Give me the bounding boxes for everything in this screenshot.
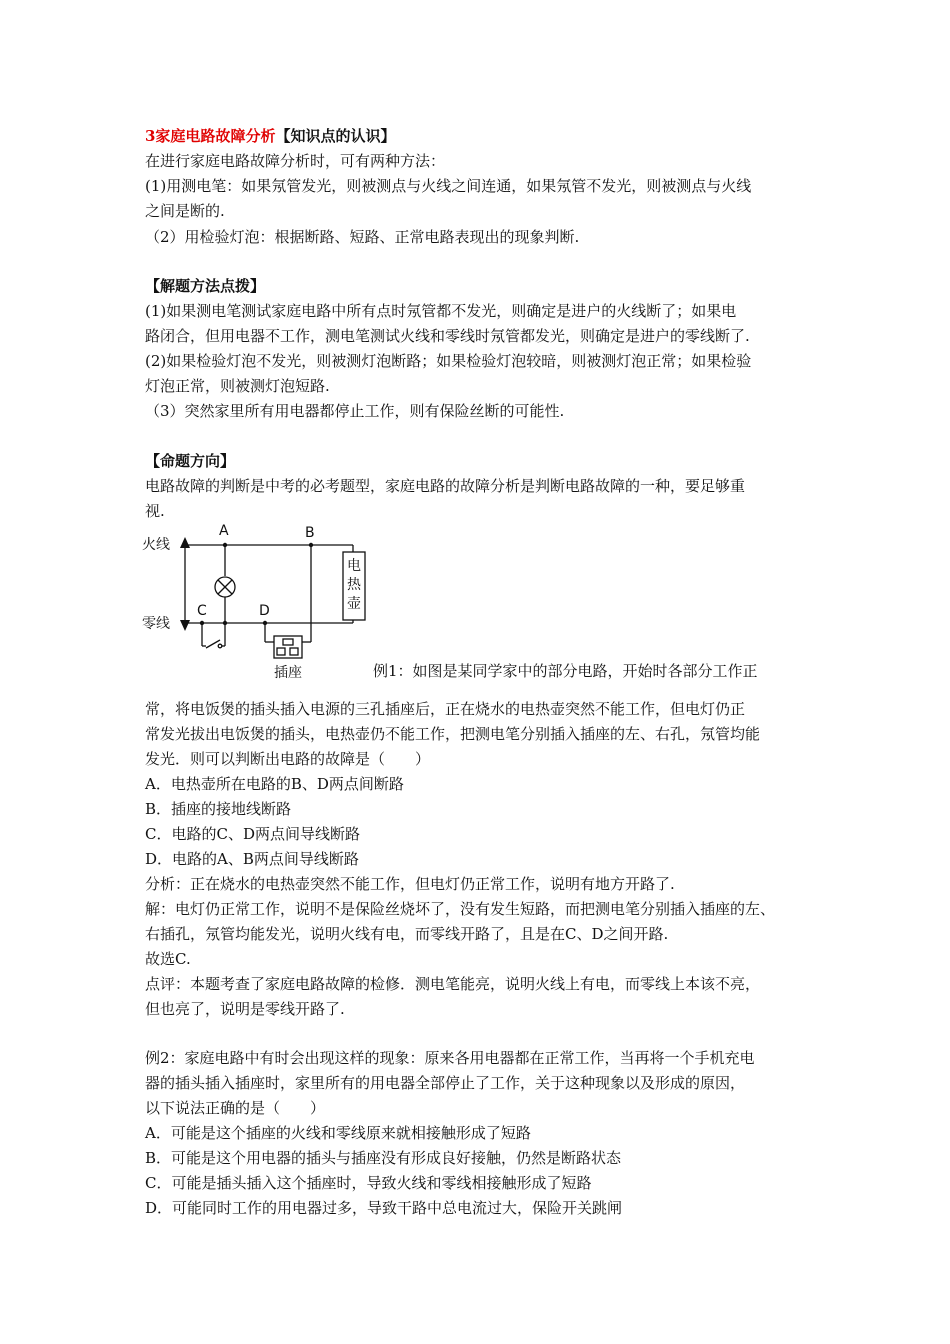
arrow-down-icon: [180, 620, 190, 631]
point-c-label: C: [197, 603, 207, 619]
section-title: 3家庭电路故障分析: [145, 127, 276, 145]
example2-option: A．可能是这个插座的火线和零线原来就相接触形成了短路: [145, 1124, 531, 1142]
socket-label: 插座: [274, 665, 302, 681]
section-subtitle: 【知识点的认识】: [275, 127, 396, 145]
example1-option: D．电路的A、B两点间导线断路: [145, 850, 359, 868]
tips-line: 路闭合，但用电器不工作，测电笔测试火线和零线时氖管都发光，则确定是进户的零线断了.: [145, 327, 750, 345]
point-d-label: D: [259, 603, 270, 619]
example1-line: 常发光拔出电饭煲的插头，电热壶仍不能工作，把测电笔分别插入插座的左、右孔，氖管均能: [145, 725, 761, 743]
example1-lead: 例1：如图是某同学家中的部分电路，开始时各部分工作正: [373, 662, 758, 680]
tips-line: 灯泡正常，则被测灯泡短路.: [145, 377, 330, 395]
example1-analysis: 分析：正在烧水的电热壶突然不能工作，但电灯仍正常工作，说明有地方开路了.: [145, 875, 675, 893]
point-a-label: A: [219, 523, 229, 539]
arrow-up-icon: [180, 537, 190, 548]
tips-heading: 【解题方法点拨】: [145, 277, 266, 295]
method-line: （2）用检验灯泡：根据断路、短路、正常电路表现出的现象判断.: [145, 228, 580, 246]
example2-option: B．可能是这个用电器的插头与插座没有形成良好接触，仍然是断路状态: [145, 1149, 622, 1167]
example1-line: 常，将电饭煲的插头插入电源的三孔插座后，正在烧水的电热壶突然不能工作，但电灯仍正: [145, 700, 746, 718]
method-line: 之间是断的.: [145, 202, 225, 220]
example2-option: C．可能是插头插入这个插座时，导致火线和零线相接触形成了短路: [145, 1174, 592, 1192]
direction-line: 视.: [145, 502, 165, 520]
tips-line: （3）突然家里所有用电器都停止工作，则有保险丝断的可能性.: [145, 402, 565, 420]
tips-line: (1)如果测电笔测试家庭电路中所有点时氖管都不发光，则确定是进户的火线断了；如果电: [145, 302, 737, 320]
neutral-wire-label: 零线: [142, 616, 170, 632]
example1-option: B．插座的接地线断路: [145, 800, 292, 818]
example1-answer: 故选C.: [145, 950, 191, 968]
example1-option: A．电热壶所在电路的B、D两点间断路: [145, 775, 404, 793]
example1-solution: 右插孔，氖管均能发光，说明火线有电，而零线开路了，且是在C、D之间开路.: [145, 925, 669, 943]
example2-line: 以下说法正确的是（ ）: [145, 1099, 326, 1117]
live-wire-label: 火线: [142, 537, 170, 553]
section-heading: [145, 125, 395, 147]
intro-text: 在进行家庭电路故障分析时，可有两种方法：: [145, 152, 446, 170]
direction-line: 电路故障的判断是中考的必考题型，家庭电路的故障分析是判断电路故障的一种，要足够重: [145, 477, 746, 495]
example1-solution: 解：电灯仍正常工作，说明不是保险丝烧坏了，没有发生短路，而把测电笔分别插入插座的左、: [145, 900, 776, 918]
example2-line: 器的插头插入插座时，家里所有的用电器全部停止了工作，关于这种现象以及形成的原因，: [145, 1074, 746, 1092]
tips-line: (2)如果检验灯泡不发光，则被测灯泡断路；如果检验灯泡较暗，则被测灯泡正常；如果检验: [145, 352, 752, 370]
direction-heading: 【命题方向】: [145, 452, 236, 470]
example1-comment: 但也亮了，说明是零线开路了.: [145, 1000, 345, 1018]
kettle-label: 电: [347, 558, 361, 574]
method-line: (1)用测电笔：如果氖管发光，则被测点与火线之间连通，如果氖管不发光，则被测点与火线: [145, 177, 752, 195]
circuit-diagram: [140, 522, 380, 687]
example1-option: C．电路的C、D两点间导线断路: [145, 825, 360, 843]
kettle-label: 热: [347, 577, 361, 593]
example1-comment: 点评：本题考查了家庭电路故障的检修．测电笔能亮，说明火线上有电，而零线上本该不亮，: [145, 975, 761, 993]
example1-line: 发光．则可以判断出电路的故障是（ ）: [145, 750, 431, 768]
kettle-label: 壶: [347, 596, 361, 612]
example2-line: 例2：家庭电路中有时会出现这样的现象：原来各用电器都在正常工作，当再将一个手机充电: [145, 1049, 755, 1067]
point-b-label: B: [305, 525, 315, 541]
example2-option: D．可能同时工作的用电器过多，导致干路中总电流过大，保险开关跳闸: [145, 1199, 623, 1217]
